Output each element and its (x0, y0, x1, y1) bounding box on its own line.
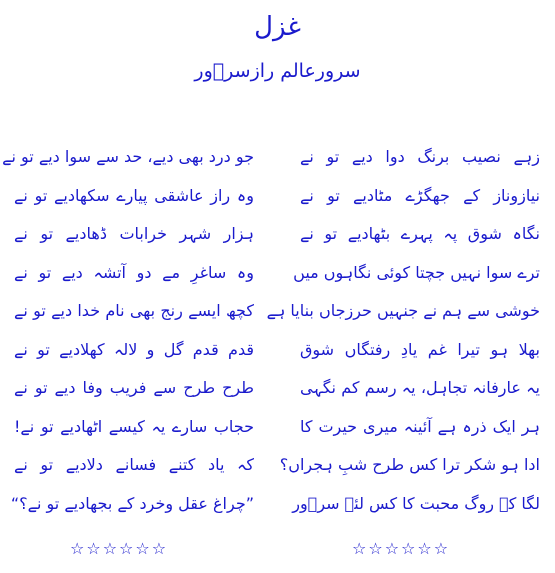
verse-line: نگاہ شوق پہ پہرے بٹھادیے تو نے (300, 224, 540, 243)
verse-line: زہے نصیب برنگ دوا دیے تو نے (300, 147, 540, 166)
verse-line: کہ یاد کتنے فسانے دلادیے تو نے (14, 455, 254, 474)
verse-line: جو درد بھی دیے، حد سے سوا دیے تو نے (2, 147, 254, 166)
star-divider-left: ☆☆☆☆☆☆ (70, 539, 169, 558)
verse-line: ادا ہو شکر ترا کس طرح شبِ ہجراں؟ (279, 455, 540, 474)
verse-line: ترے سوا نہیں جچتا کوئی نگاہوں میں (293, 262, 540, 282)
verse-line: نیازوناز کے جھگڑے مٹادیے تو نے (300, 185, 540, 205)
verse-line: خوشی سے ہم نے جنہیں حرزجاں بنایا ہے (266, 301, 540, 320)
verse-line: ہزار شہر خرابات ڈھادیے تو نے (14, 224, 254, 243)
verse-line: قدم قدم گل و لالہ کھلادیے تو نے (14, 339, 254, 359)
verse-line: حجاب سارے یہ کیسے اٹھادیے تو نے! (14, 416, 254, 436)
verse-line: بھلا ہو تیرا غم یادِ رفتگاں شوق (300, 339, 540, 359)
poem-title: غزل (254, 12, 301, 42)
verse-line: یہ عارفانہ تجاہل، یہ رسم کم نگہی (300, 378, 540, 397)
verse-line: طرح طرح سے فریب وفا دیے تو نے (14, 378, 254, 397)
verse-line: وہ ساغرِ مے دو آتشہ دیے تو نے (14, 262, 254, 282)
left-column (2, 138, 254, 523)
poet-name: سرورعالم رازسرؔور (194, 60, 361, 82)
verse-line: ”چراغ عقل وخرد کے بجھادیے تو نے؟“ (10, 493, 254, 513)
star-divider-right: ☆☆☆☆☆☆ (352, 539, 451, 558)
right-column (266, 138, 540, 523)
verse-line: ہر ایک ذرہ ہے آئینہ میری حیرت کا (300, 416, 540, 436)
verse-line: کچھ ایسے رنج بھی نام خدا دیے تو نے (14, 301, 254, 320)
verse-line: وہ راز عاشقی پیارے سکھادیے تو نے (14, 185, 254, 205)
verse-line: لگا کے روگ محبت کا کس لئے سرؔور (292, 493, 540, 513)
